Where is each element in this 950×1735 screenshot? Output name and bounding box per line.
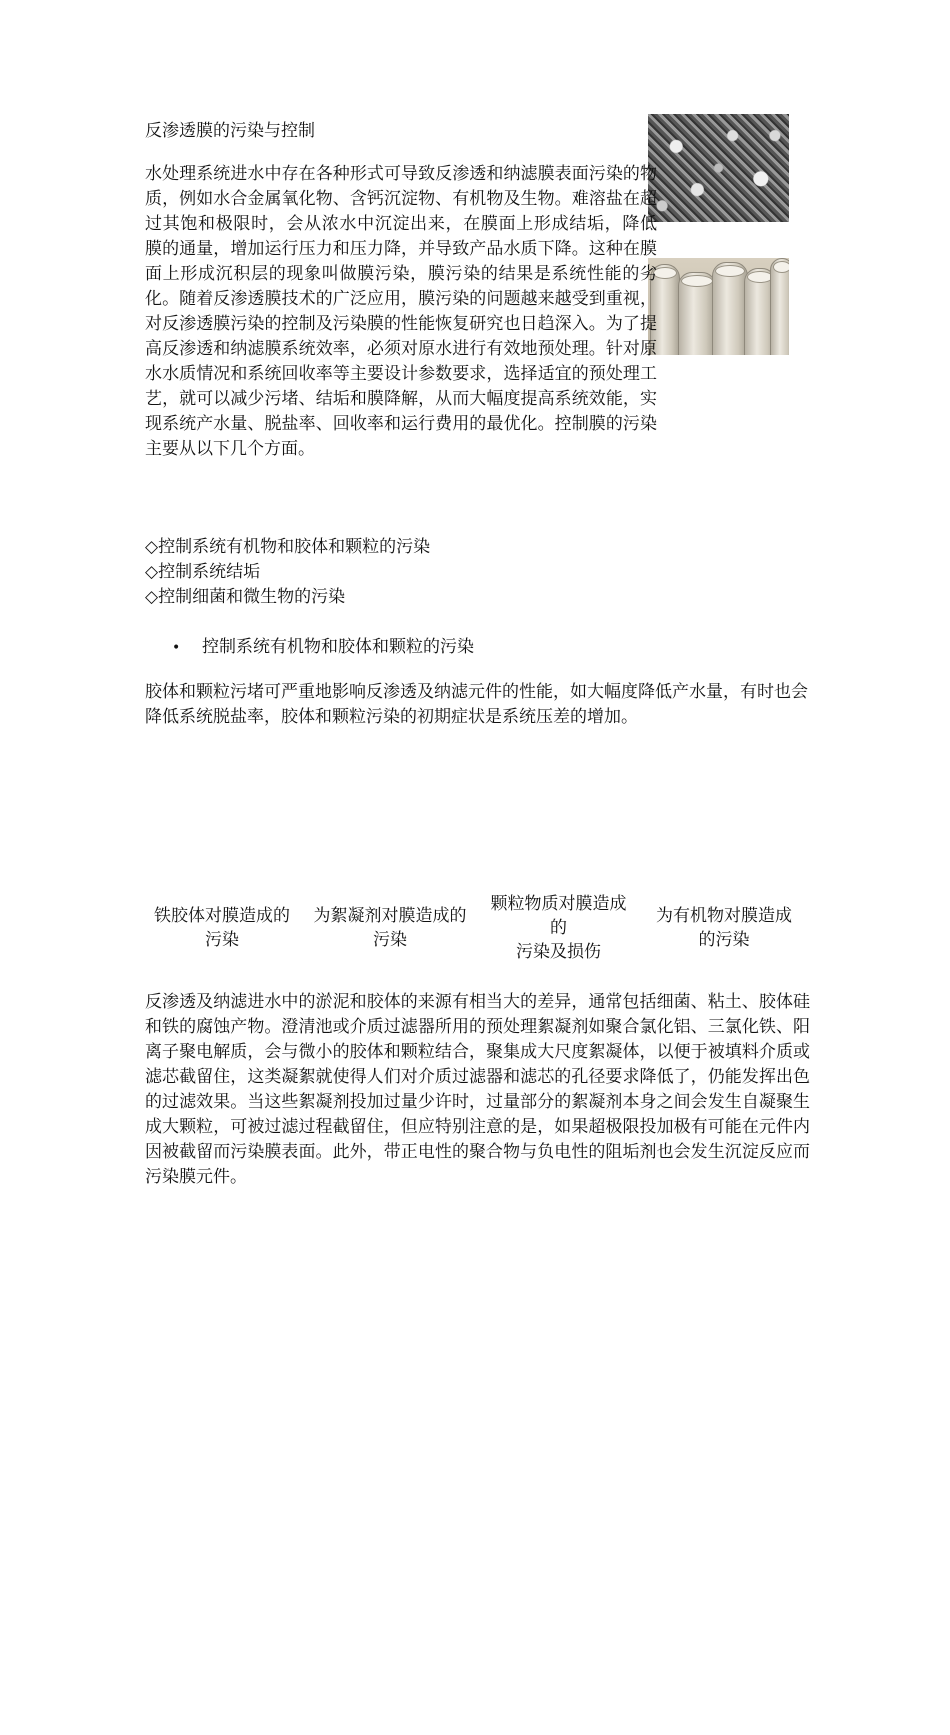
section-heading	[172, 632, 474, 657]
document-title: 反渗透膜的污染与控制	[145, 121, 315, 141]
figure-caption-flocculant: 为絮凝剂对膜造成的 污染	[313, 906, 467, 950]
figure-caption-particulate: 颗粒物质对膜造成 的 污染及损伤	[490, 894, 627, 962]
section-heading-text: 控制系统有机物和胶体和颗粒的污染	[202, 637, 474, 657]
control-items-list	[145, 535, 430, 610]
figure-caption-organic: 为有机物对膜造成 的污染	[656, 906, 792, 950]
membrane-fouling-micrograph	[648, 114, 789, 222]
control-item: ◇控制细菌和微生物的污染	[145, 587, 346, 607]
control-item: ◇控制系统结垢	[145, 562, 261, 582]
colloid-paragraph: 胶体和颗粒污堵可严重地影响反渗透及纳滤元件的性能，如大幅度降低产水量，有时也会降低系统脱盐率，胶体和颗粒污染的初期症状是系统压差的增加。	[145, 682, 808, 727]
source-paragraph: 反渗透及纳滤进水中的淤泥和胶体的来源有相当大的差异，通常包括细菌、粘土、胶体硅和铁的腐蚀产物。澄清池或介质过滤器所用的预处理絮凝剂如聚合氯化铝、三氯化铁、阳离子聚电解质，会与微小的胶体和颗粒结合，聚集成大尺度絮凝体，以便于被填料介质或滤芯截留住，这类凝絮就使得人们对介质过滤器和滤芯的孔径要求降低了，仍能发挥出色的过滤效果。当这些絮凝剂投加过量少许时，过量部分的絮凝剂本身之间会发生自凝聚生成大颗粒，可被过滤过程截留住，但应特别注意的是，如果超极限投加极有可能在元件内因被截留而污染膜表面。此外，带正电性的聚合物与负电性的阻垢剂也会发生沉淀反应而污染膜元件。	[145, 992, 810, 1187]
figure-caption-iron-colloid: 铁胶体对膜造成的 污染	[154, 906, 290, 950]
bullet-dot: •	[172, 640, 181, 656]
intro-paragraph: 水处理系统进水中存在各种形式可导致反渗透和纳滤膜表面污染的物质，例如水合金属氧化物、含钙沉淀物、有机物及生物。难溶盐在超过其饱和极限时，会从浓水中沉淀出来，在膜面上形成结垢，降低 膜的通量，增加运行压力和压力降，并导致产品水质下降。这种在膜面上形成沉积层的现象叫做膜污染，膜污染的结果是系统性能的劣化。随着反渗透膜技术的广泛应用，膜污染的问题越来越受到重视，对反渗透膜污染的控制及污染膜的性能恢复研究也日趋深入。为了提高反渗透和纳滤膜系统效率，必须对原水进行有效地预处理。针对原水水质情况和系统回收率等主要设计参数要求，选择适宜的预处理工艺，就可以减少污堵、结垢和膜降解，从而大幅度提高系统效能，实现系统产水量、脱盐率、回收率和运行费用的最优化。控制膜的污染主要从以下几个方面。	[145, 164, 691, 459]
membrane-elements-photo	[648, 258, 789, 355]
control-item: ◇控制系统有机物和胶体和颗粒的污染	[145, 537, 431, 557]
